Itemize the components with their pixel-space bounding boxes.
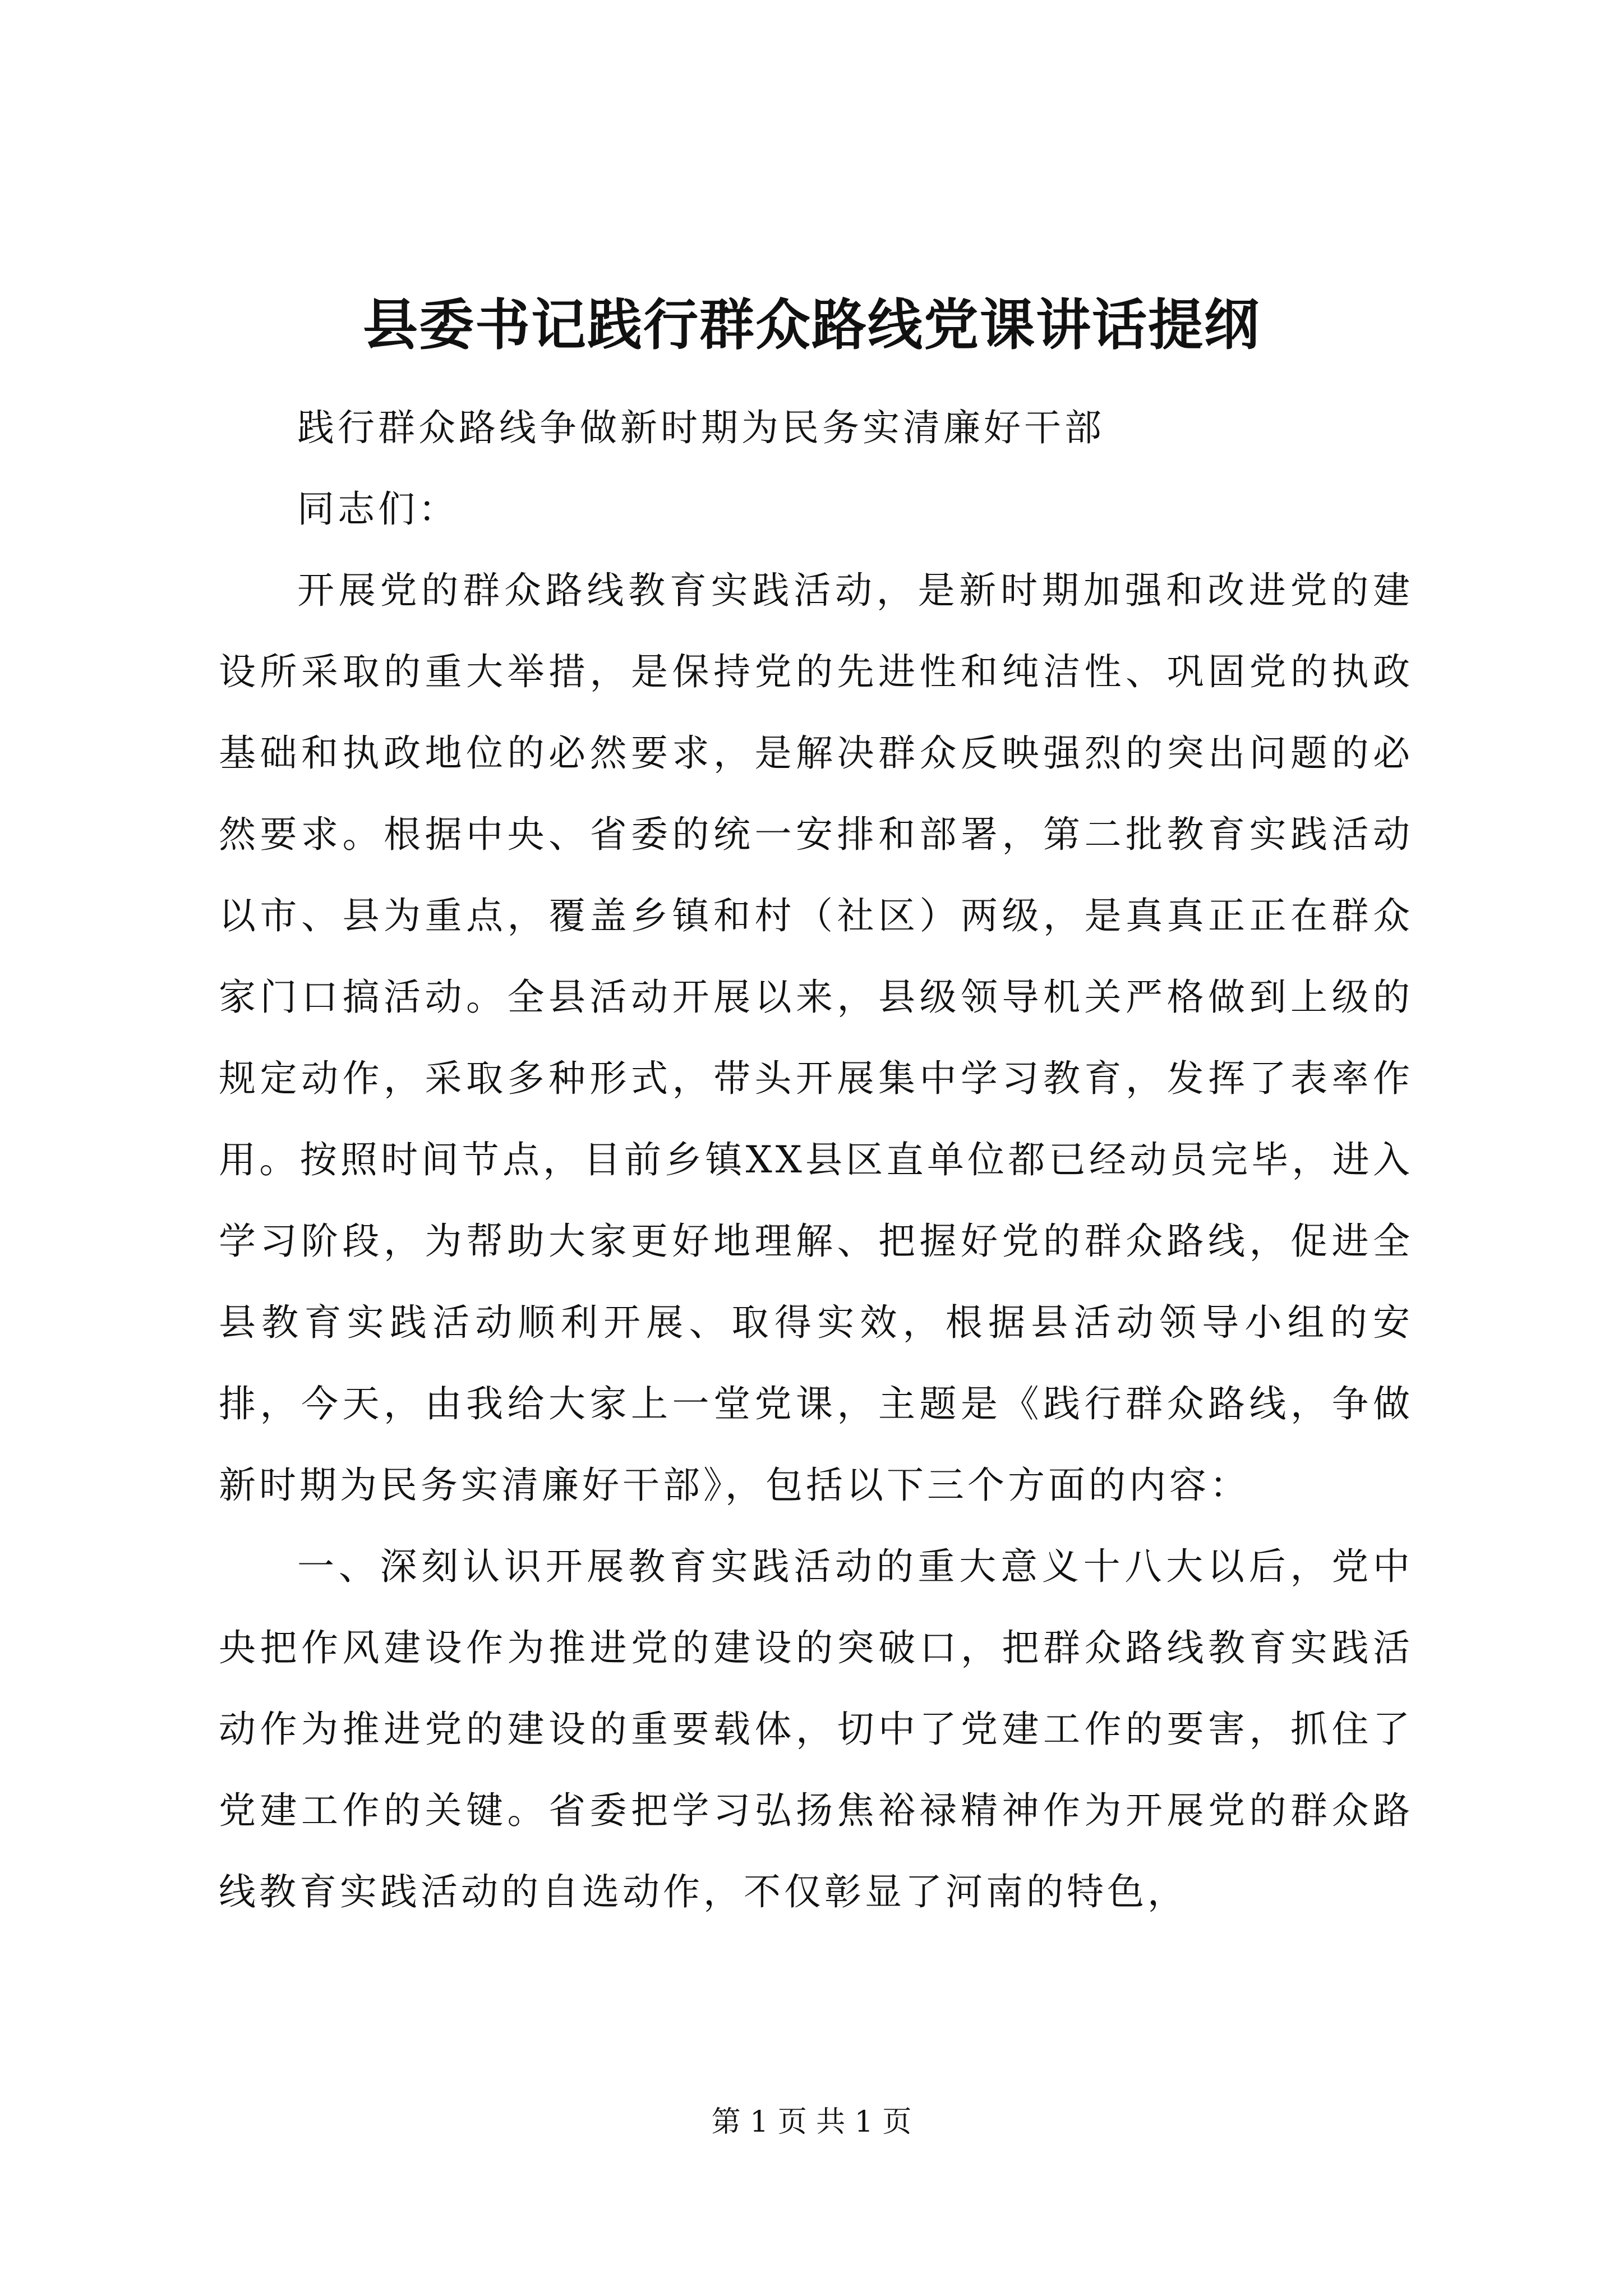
subtitle-paragraph: 践行群众路线争做新时期为民务实清廉好干部 [297, 406, 1105, 449]
body-paragraph: 开展党的群众路线教育实践活动，是新时期加强和改进党的建设所采取的重大举措，是保持党的先进性和纯洁性、巩固党的执政基础和执政地位的必然要求，是解决群众反映强烈的突出问题的必然要求。根据中央、省委的统一安排和部署，第二批教育实践活动以市、县为重点，覆盖乡镇和村（社区）两级，是真真正正在群众家门口搞活动。全县活动开展以来，县级领导机关严格做到上级的规定动作，采取多种形式，带头开展集中学习教育，发挥了表率作用。按照时间节点，目前乡镇XX县区直单位都已经动员完毕，进入学习阶段，为帮助大家更好地理解、把握好党的群众路线，促进全县教育实践活动顺利开展、取得实效，根据县活动领导小组的安排，今天，由我给大家上一堂党课，主题是《践行群众路线，争做新时期为民务实清廉好干部》，包括以下三个方面的内容： [219, 569, 1413, 1507]
document-title: 县委书记践行群众路线党课讲话提纲 [362, 293, 1260, 357]
document-body [219, 387, 1413, 1932]
body-paragraph: 一、深刻认识开展教育实践活动的重大意义十八大以后，党中央把作风建设作为推进党的建设的突破口，把群众路线教育实践活动作为推进党的建设的重要载体，切中了党建工作的要害，抓住了党建工作的关键。省委把学习弘扬焦裕禄精神作为开展党的群众路线教育实践活动的自选动作，不仅彰显了河南的特色， [219, 1545, 1413, 1913]
greeting-paragraph: 同志们： [297, 487, 459, 531]
page-footer: 第 1 页 共 1 页 [711, 2105, 912, 2139]
